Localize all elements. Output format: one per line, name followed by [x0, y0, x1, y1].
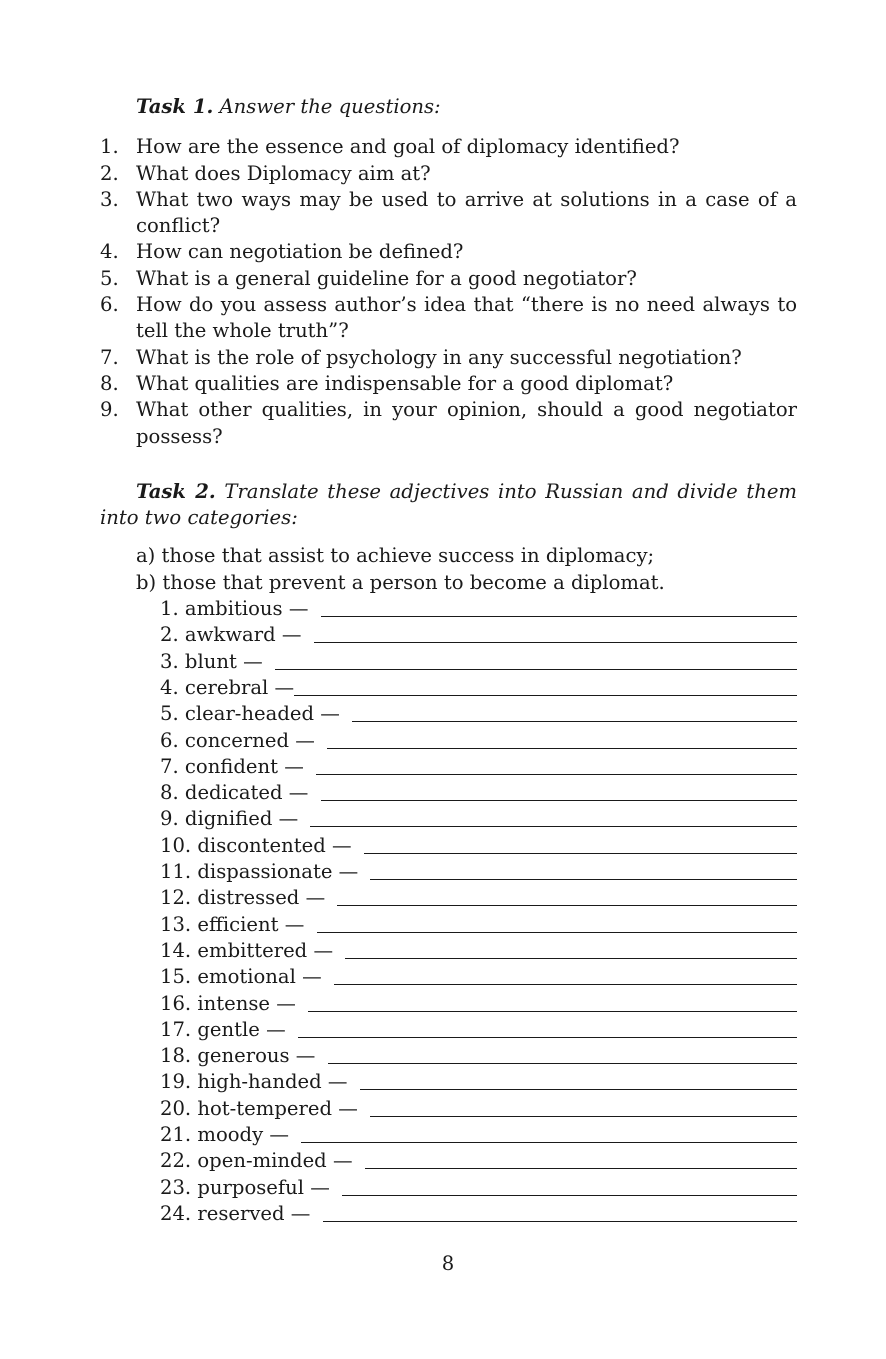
adjective-word: 24. reserved —: [160, 1201, 317, 1225]
answer-line[interactable]: [337, 885, 797, 906]
question-item: [100, 397, 797, 450]
adjective-item: [160, 649, 797, 675]
question-text: How do you assess author’s idea that “there is no need always to tell the whole truth”?: [136, 293, 797, 343]
adjective-word: 2. awkward —: [160, 623, 308, 647]
adjective-word: 14. embittered —: [160, 938, 340, 962]
question-item: [100, 371, 797, 397]
adjective-item: [160, 964, 797, 990]
question-text: What qualities are indispensable for a good diplomat?: [136, 371, 674, 395]
question-item: [100, 187, 797, 240]
answer-line[interactable]: [328, 1043, 797, 1064]
question-number: 5.: [100, 266, 119, 290]
page-body: [100, 94, 797, 1227]
question-text: What other qualities, in your opinion, should a good negotiator possess?: [136, 398, 797, 448]
category-a: a) those that assist to achieve success in diplomacy;: [136, 544, 655, 568]
adjective-word: 6. concerned —: [160, 728, 322, 752]
answer-line[interactable]: [321, 596, 797, 617]
task1-question-list: [100, 134, 797, 450]
answer-line[interactable]: [321, 780, 797, 801]
answer-line[interactable]: [364, 833, 797, 854]
adjective-word: 3. blunt —: [160, 649, 269, 673]
adjective-item: [160, 754, 797, 780]
adjective-item: [160, 1017, 797, 1043]
answer-line[interactable]: [370, 1096, 797, 1117]
adjective-word: 22. open-minded —: [160, 1149, 359, 1173]
answer-line[interactable]: [365, 1148, 797, 1169]
adjective-word: 11. dispassionate —: [160, 860, 365, 884]
adjective-list: [100, 596, 797, 1227]
answer-line[interactable]: [345, 938, 797, 959]
question-item: [100, 292, 797, 345]
adjective-word: 19. high-handed —: [160, 1070, 354, 1094]
adjective-item: [160, 1175, 797, 1201]
answer-line[interactable]: [275, 649, 797, 670]
question-item: [100, 134, 797, 160]
adjective-word: 15. emotional —: [160, 965, 328, 989]
answer-line[interactable]: [301, 1122, 797, 1143]
adjective-item: [160, 780, 797, 806]
adjective-item: [160, 833, 797, 859]
adjective-word: 4. cerebral —: [160, 675, 295, 699]
question-item: [100, 266, 797, 292]
adjective-item: [160, 991, 797, 1017]
answer-line[interactable]: [298, 1017, 797, 1038]
answer-line[interactable]: [360, 1069, 797, 1090]
question-number: 2.: [100, 161, 119, 185]
question-text: What is the role of psychology in any successful negotiation?: [136, 345, 742, 369]
answer-line[interactable]: [317, 912, 797, 933]
question-text: What two ways may be used to arrive at solutions in a case of a conflict?: [136, 187, 797, 238]
adjective-item: [160, 859, 797, 885]
adjective-item: [160, 912, 797, 938]
question-number: 6.: [100, 293, 119, 317]
adjective-word: 20. hot-tempered —: [160, 1096, 365, 1120]
adjective-word: 17. gentle —: [160, 1017, 292, 1041]
question-number: 3.: [100, 187, 119, 211]
adjective-word: 12. distressed —: [160, 886, 332, 910]
question-number: 9.: [100, 398, 119, 422]
answer-line[interactable]: [316, 754, 797, 775]
question-number: 1.: [100, 135, 119, 159]
task2-heading: [100, 479, 797, 532]
question-item: [100, 161, 797, 187]
adjective-item: [160, 938, 797, 964]
question-number: 8.: [100, 371, 119, 395]
adjective-item: [160, 1148, 797, 1174]
question-number: 4.: [100, 240, 119, 264]
adjective-word: 7. confident —: [160, 754, 311, 778]
adjective-item: [160, 1122, 797, 1148]
answer-line[interactable]: [334, 964, 797, 985]
adjective-item: [160, 675, 797, 701]
question-text: What is a general guideline for a good negotiator?: [136, 266, 637, 290]
answer-line[interactable]: [327, 728, 797, 749]
answer-line[interactable]: [294, 675, 797, 696]
adjective-word: 18. generous —: [160, 1044, 322, 1068]
adjective-item: [160, 596, 797, 622]
task2-label: Task 2.: [136, 479, 216, 503]
adjective-item: [160, 728, 797, 754]
question-text: How are the essence and goal of diplomacy identified?: [136, 135, 680, 159]
answer-line[interactable]: [370, 859, 797, 880]
task1-instruction: Answer the questions:: [219, 95, 441, 118]
answer-line[interactable]: [308, 991, 797, 1012]
adjective-word: 16. intense —: [160, 991, 303, 1015]
answer-line[interactable]: [310, 806, 797, 827]
question-text: How can negotiation be defined?: [136, 240, 464, 264]
adjective-item: [160, 885, 797, 911]
adjective-word: 8. dedicated —: [160, 781, 315, 805]
answer-line[interactable]: [314, 622, 797, 643]
adjective-word: 23. purposeful —: [160, 1175, 337, 1199]
question-text: What does Diplomacy aim at?: [136, 161, 431, 185]
adjective-word: 9. dignified —: [160, 807, 305, 831]
adjective-word: 13. efficient —: [160, 912, 311, 936]
adjective-item: [160, 1043, 797, 1069]
page-number: 8: [441, 1252, 455, 1275]
adjective-word: 5. clear-headed —: [160, 702, 347, 726]
question-item: [100, 345, 797, 371]
adjective-word: 10. discontented —: [160, 833, 358, 857]
adjective-item: [160, 806, 797, 832]
task2-instruction: Translate these adjectives into Russian and divide them into two categories:: [100, 479, 797, 530]
adjective-item: [160, 622, 797, 648]
adjective-item: [160, 701, 797, 727]
adjective-item: [160, 1096, 797, 1122]
adjective-item: [160, 1069, 797, 1095]
question-number: 7.: [100, 345, 119, 369]
category-b: b) those that prevent a person to become a diplomat.: [136, 570, 665, 594]
task1-label: Task 1.: [136, 95, 214, 118]
task2-categories: [100, 543, 797, 596]
question-item: [100, 239, 797, 265]
adjective-item: [160, 1201, 797, 1227]
adjective-word: 1. ambitious —: [160, 597, 315, 621]
adjective-word: 21. moody —: [160, 1122, 296, 1146]
answer-line[interactable]: [342, 1175, 797, 1196]
task1-heading: [100, 94, 797, 120]
answer-line[interactable]: [323, 1201, 797, 1222]
answer-line[interactable]: [352, 701, 797, 722]
